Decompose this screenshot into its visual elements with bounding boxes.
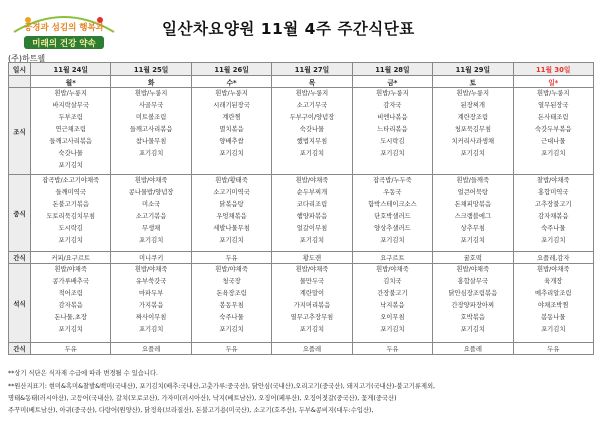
breakfast-cell	[111, 88, 191, 175]
snack1-cell: 요플레,감자	[513, 252, 593, 264]
menu-item: 야채조박찜	[538, 302, 569, 309]
row-date	[9, 63, 594, 76]
menu-item: 세발나물무침	[213, 225, 250, 232]
menu-item: 비엔나볶음	[377, 114, 408, 121]
menu-item: 돈육장조림	[216, 290, 247, 297]
menu-item: 숙갓나물	[58, 150, 83, 157]
menu-item: 소고기무국	[296, 102, 328, 109]
menu-item: 홍합미역국	[538, 189, 569, 196]
logo-line1: 공경과 섬김의 행복과	[24, 23, 104, 33]
snack2-cell: 두유	[513, 343, 593, 355]
menu-item: 물만두국	[299, 278, 325, 285]
day-weekday: 금*	[352, 76, 432, 88]
menu-item: 닭볶음탕	[219, 201, 244, 208]
row-label-date: 일시	[9, 63, 31, 76]
menu-item: 흰밥/야채죽	[134, 177, 168, 184]
menu-item: 포기김치	[138, 150, 164, 157]
row-label-blank	[9, 76, 31, 88]
menu-item: 콩가루배추국	[52, 278, 89, 285]
menu-item: 간장불고기	[377, 290, 408, 297]
menu-item: 스크램블에그	[454, 213, 492, 220]
menu-item: 메추리알조림	[535, 290, 572, 297]
menu-item: 흰밥/야채죽	[295, 266, 329, 273]
dinner-cell	[31, 264, 111, 343]
menu-item: 느타리볶음	[377, 126, 408, 133]
menu-item: 도시락김	[58, 225, 83, 232]
menu-item: 콩나물밥/양념장	[128, 189, 174, 196]
menu-item: 포기김치	[380, 326, 405, 333]
menu-item: 흰밥/누룽지	[536, 90, 570, 97]
menu-item: 흰밥/야채죽	[134, 266, 168, 273]
menu-item: 포기김치	[541, 237, 566, 244]
menu-item: 열무된장국	[538, 102, 569, 109]
menu-item: 닭안심장조림볶음	[448, 290, 498, 297]
menu-item: 적어조림	[58, 290, 83, 297]
menu-item: 들깨미역국	[55, 189, 86, 196]
snack1-cell: 두유	[191, 252, 271, 264]
menu-item: 흰밥/황태죽	[215, 177, 248, 184]
menu-item: 무생채	[142, 225, 161, 232]
menu-item: 우동국	[383, 189, 402, 196]
snack1-cell: 꿀호떡	[433, 252, 513, 264]
menu-item: 고추장불고기	[535, 201, 572, 208]
menu-item: 돈사태조림	[538, 114, 569, 121]
menu-item: 열무고추장무침	[290, 314, 334, 321]
menu-item: 가지볶음	[138, 302, 164, 309]
dinner-cell	[272, 264, 352, 343]
menu-item: 흰밥/야채죽	[215, 266, 248, 273]
menu-item: 돈불고기볶음	[52, 201, 89, 208]
menu-item: 청포묵김무침	[454, 126, 492, 133]
dinner-cell	[191, 264, 271, 343]
menu-item: 소고기미역국	[213, 189, 250, 196]
snack2-cell: 두유	[191, 343, 271, 355]
menu-item: 얼큰어묵탕	[457, 189, 489, 196]
menu-item: 흰밥/야채죽	[456, 266, 490, 273]
snack2-cell: 두유	[31, 343, 111, 355]
menu-item: 햄양파볶음	[296, 213, 328, 220]
menu-item: 단호박샐러드	[374, 213, 411, 220]
dinner-cell	[433, 264, 513, 343]
day-date: 11월 30일	[513, 63, 593, 76]
dinner-cell	[111, 264, 191, 343]
menu-item: 김치국	[383, 278, 402, 285]
menu-item: 포기김치	[58, 326, 83, 333]
menu-item: 우엉채볶음	[216, 213, 247, 220]
day-weekday: 수*	[191, 76, 271, 88]
snack1-cell: 미니쿠키	[111, 252, 191, 264]
menu-item: 양배추쌈	[219, 138, 244, 145]
menu-item: 포기김치	[299, 237, 325, 244]
menu-item: 근대나물	[541, 138, 566, 145]
logo-line2: 미래의 건강 약속	[32, 39, 96, 49]
breakfast-cell	[513, 88, 593, 175]
menu-item: 숙갓나물	[299, 126, 325, 133]
menu-item: 된장찌개	[460, 102, 485, 109]
menu-item: 코다리조림	[296, 201, 328, 208]
row-breakfast	[9, 88, 594, 175]
menu-item: 포기김치	[460, 150, 485, 157]
menu-item: 숙갓두부볶음	[535, 126, 572, 133]
breakfast-cell	[191, 88, 271, 175]
breakfast-cell	[433, 88, 513, 175]
menu-item: 잡곡밥/소고기야채죽	[42, 177, 100, 184]
menu-item: 흰밥/누룽지	[295, 90, 329, 97]
day-weekday: 화	[111, 76, 191, 88]
menu-item: 감자채볶음	[538, 213, 569, 220]
lunch-cell	[191, 175, 271, 252]
row-weekday	[9, 76, 594, 88]
menu-item: 미소국	[142, 201, 161, 208]
menu-item: 포기김치	[460, 326, 485, 333]
day-date: 11월 25일	[111, 63, 191, 76]
menu-item: 포기김치	[219, 237, 244, 244]
snack1-cell: 커피/요구르트	[31, 252, 111, 264]
menu-item: 함박스테이크소스	[368, 201, 417, 208]
menu-item: 양상추샐러드	[374, 225, 411, 232]
menu-item: 참나물무침	[135, 138, 167, 145]
menu-item: 흰밥/야채죽	[295, 177, 329, 184]
menu-item: 포기김치	[541, 150, 566, 157]
breakfast-cell	[352, 88, 432, 175]
dinner-cell	[352, 264, 432, 343]
note-change: **상기 식단은 식자재 수급에 따라 변경될 수 있습니다.	[8, 370, 159, 377]
logo	[8, 2, 120, 60]
menu-item: 포기김치	[460, 237, 485, 244]
menu-item: 치커리사과생채	[451, 138, 495, 145]
menu-item: 낙지볶음	[380, 302, 405, 309]
menu-item: 포기김치	[138, 237, 164, 244]
snack1-cell: 요구르트	[352, 252, 432, 264]
menu-item: 멸치볶음	[219, 126, 244, 133]
menu-item: 도시락김	[380, 138, 405, 145]
menu-item: 흰밥/들깨죽	[456, 177, 490, 184]
menu-item: 흰밥/야채죽	[376, 266, 409, 273]
page-title: 일산차요양원 11월 4주 주간식단표	[162, 20, 415, 38]
menu-item: 도토리묵김치무침	[46, 213, 96, 220]
day-weekday: 목	[272, 76, 352, 88]
menu-item: 청국장	[222, 278, 241, 285]
snack2-cell: 요플레	[433, 343, 513, 355]
menu-item: 포기김치	[541, 326, 566, 333]
lunch-cell	[31, 175, 111, 252]
dinner-cell	[513, 264, 593, 343]
row-label-dinner: 석식	[9, 264, 31, 343]
menu-item: 가지머리볶음	[293, 302, 331, 309]
menu-item: 포기김치	[138, 326, 164, 333]
menu-item: 봉동무침	[219, 302, 244, 309]
menu-item: 두부조림	[58, 114, 83, 121]
row-snack2	[9, 343, 594, 355]
row-label-breakfast: 조식	[9, 88, 31, 175]
snack2-cell: 요플레	[111, 343, 191, 355]
menu-item: 들깨고사리볶음	[129, 126, 173, 133]
row-lunch	[9, 175, 594, 252]
menu-item: 연근채조림	[55, 126, 86, 133]
day-date: 11월 28일	[352, 63, 432, 76]
menu-item: 감자볶음	[58, 302, 83, 309]
row-snack1	[9, 252, 594, 264]
menu-item: 흰밥/야채죽	[536, 266, 570, 273]
menu-item: 순두부찌개	[296, 189, 328, 196]
menu-item: 들깨고사리볶음	[49, 138, 92, 145]
menu-item: 유부쑥갓국	[135, 278, 167, 285]
menu-item: 포기김치	[380, 237, 405, 244]
lunch-cell	[272, 175, 352, 252]
menu-item: 찰밥/야채죽	[536, 177, 570, 184]
menu-item: 흰밥/누룽지	[215, 90, 248, 97]
menu-item: 사골무국	[138, 102, 164, 109]
day-date: 11월 27일	[272, 63, 352, 76]
menu-item: 흰밥/누룽지	[54, 90, 87, 97]
menu-item: 흰밥/누룽지	[134, 90, 168, 97]
menu-item: 계란말이	[299, 290, 325, 297]
menu-item: 잡곡밥/누두죽	[373, 177, 412, 184]
menu-item: 포기김치	[380, 150, 405, 157]
menu-item: 포기김치	[58, 237, 83, 244]
menu-item: 했법지무침	[296, 138, 328, 145]
note-origin-3: 주꾸미(베트남산), 아귀(중국산), 다랑어(원양산), 닭정육(브라질산), 돈불고기용(미국산), 소고기(호주산), 두부&콩비지(대두:수입산),	[8, 407, 374, 414]
day-weekday: 일*	[513, 76, 593, 88]
day-date: 11월 29일	[433, 63, 513, 76]
note-origin-2: 명태&동태(러시아산), 고등어(국내산), 갈치(모로코산), 가자미(러시아산), 낙지(베트남산), 오징어(페루산), 오징어젓갈(중국산), 꽃게(중국산)	[8, 395, 397, 402]
snack2-cell: 두유	[352, 343, 432, 355]
snack1-cell: 황도캔	[272, 252, 352, 264]
menu-item: 숙주나물	[219, 314, 244, 321]
day-weekday: 토	[433, 76, 513, 88]
lunch-cell	[433, 175, 513, 252]
menu-item: 흰밥/야채죽	[54, 266, 87, 273]
menu-item: 포기김치	[58, 162, 83, 169]
menu-item: 돈나물,초장	[54, 314, 87, 321]
menu-item: 계란장조림	[457, 114, 489, 121]
menu-item: 짜사이무침	[135, 314, 167, 321]
note-origin-1: **원산지표기: 현미&흑미&찰발&백미(국내산), 포기김치(배추:국내산,고춧가루:중국산), 닭안심(국내산),오리고기(중국산), 돼지고기(국내산)-불고기류제외,	[8, 383, 436, 390]
menu-item: 마파두부	[138, 290, 164, 297]
menu-item: 포기김치	[219, 326, 244, 333]
row-label-lunch: 중식	[9, 175, 31, 252]
menu-item: 감자국	[383, 102, 402, 109]
weekly-menu-table	[8, 62, 594, 355]
lunch-cell	[513, 175, 593, 252]
lunch-cell	[111, 175, 191, 252]
menu-item: 흰밥/누룽지	[376, 90, 409, 97]
menu-item: 봄동나물	[541, 314, 566, 321]
menu-item: 계란찜	[222, 114, 241, 121]
menu-item: 미트볼조림	[135, 114, 167, 121]
row-dinner	[9, 264, 594, 343]
provider-name: (주)하트웰	[8, 54, 46, 63]
lunch-cell	[352, 175, 432, 252]
menu-item: 돈채피망볶음	[454, 201, 492, 208]
menu-item: 얼갈이무침	[296, 225, 328, 232]
row-label-snack2: 간식	[9, 343, 31, 355]
menu-item: 상추무침	[460, 225, 485, 232]
menu-item: 오이무침	[380, 314, 405, 321]
menu-item: 육개장	[544, 278, 563, 285]
menu-item: 바지락살무국	[52, 102, 89, 109]
menu-item: 흰밥/누룽지	[456, 90, 490, 97]
day-date: 11월 24일	[31, 63, 111, 76]
menu-item: 호박볶음	[460, 314, 485, 321]
day-weekday: 월*	[31, 76, 111, 88]
row-label-snack1: 간식	[9, 252, 31, 264]
menu-item: 포기김치	[299, 150, 325, 157]
snack2-cell: 요플레	[272, 343, 352, 355]
menu-item: 홍합살무국	[457, 278, 489, 285]
menu-item: 간장양파장아찌	[451, 302, 495, 309]
menu-item: 소고기볶음	[135, 213, 167, 220]
menu-item: 포기김치	[299, 326, 325, 333]
day-date: 11월 26일	[191, 63, 271, 76]
menu-item: 시래기된장국	[213, 102, 250, 109]
menu-item: 두부구이/양념장	[289, 114, 335, 121]
breakfast-cell	[272, 88, 352, 175]
menu-item: 숙주나물	[541, 225, 566, 232]
menu-item: 포기김치	[219, 150, 244, 157]
breakfast-cell	[31, 88, 111, 175]
